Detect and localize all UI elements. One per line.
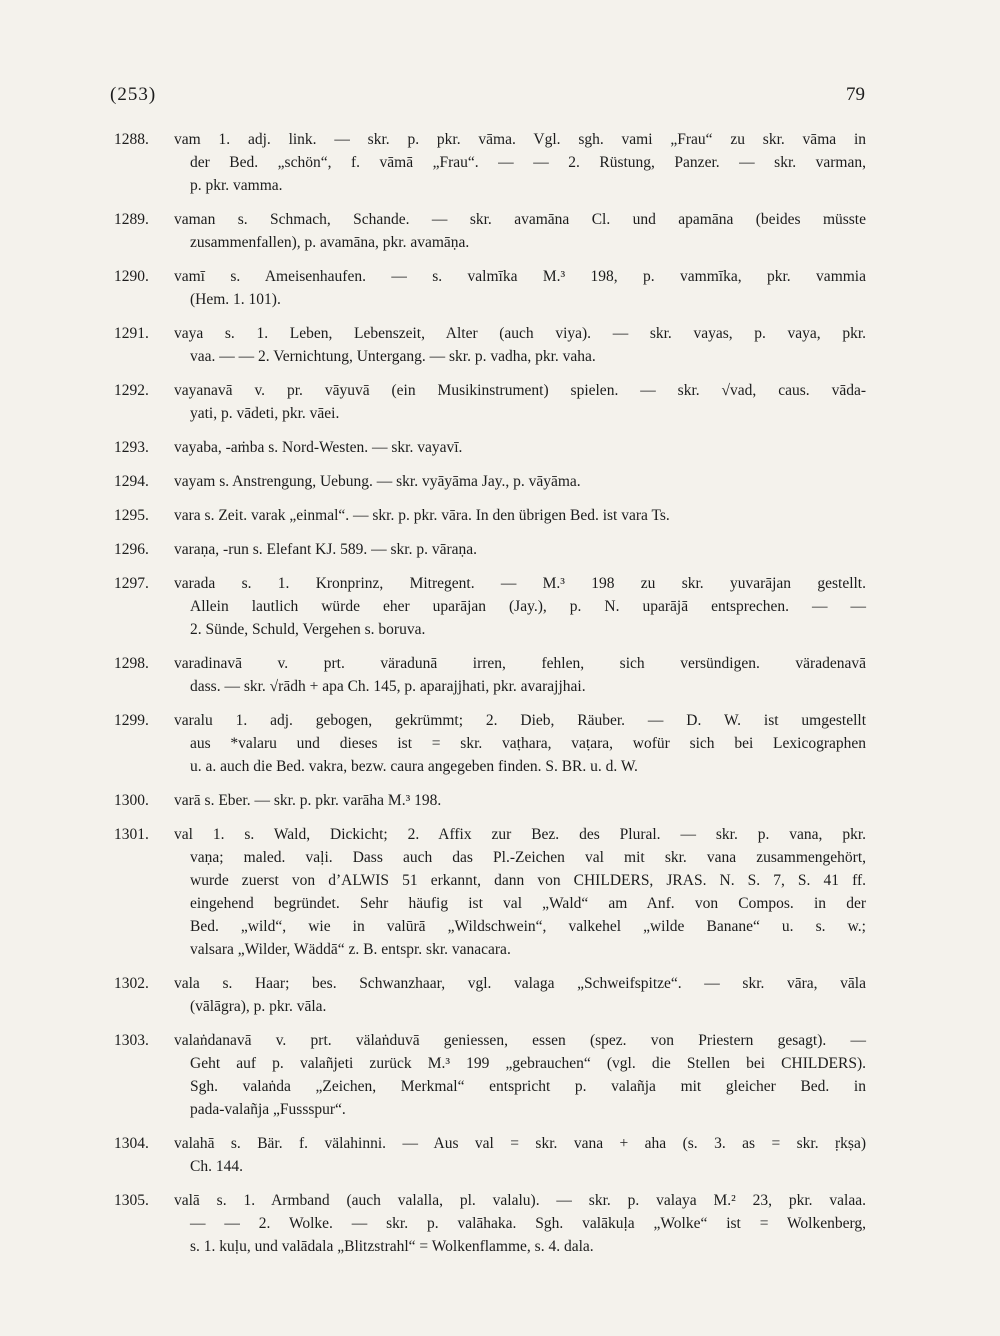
- entry-text-line: zusammenfallen), p. avamāna, pkr. avamāṇa.: [190, 234, 470, 251]
- entry-text-line: Geht auf p. valañjeti zurück M.³ 199 „gebrauchen“ (vgl. die Stellen bei CHILDERS).: [190, 1055, 866, 1072]
- entry-number: 1295.: [114, 507, 149, 524]
- entry-text-line: pada-valañja „Fussspur“.: [190, 1101, 346, 1118]
- entry-headline: valaṅdanavā v. prt. välaṅduvā geniessen, essen (spez. von Priestern gesagt). —: [174, 1032, 866, 1049]
- dictionary-entry: [0, 1132, 1000, 1178]
- entry-text-line: p. pkr. vamma.: [190, 177, 283, 194]
- entry-number: 1305.: [114, 1192, 149, 1209]
- entry-number: 1293.: [114, 439, 149, 456]
- entry-headline: vara s. Zeit. varak „einmal“. — skr. p. pkr. vāra. In den übrigen Bed. ist vara Ts.: [174, 507, 670, 524]
- dictionary-entry: [0, 436, 1000, 459]
- dictionary-entry: [0, 265, 1000, 311]
- entry-text-line: wurde zuerst von d’ALWIS 51 erkannt, dann von CHILDERS, JRAS. N. S. 7, S. 41 ff.: [190, 872, 866, 889]
- entry-headline: vayanavā v. pr. vāyuvā (ein Musikinstrument) spielen. — skr. √vad, caus. vāda-: [174, 382, 866, 399]
- entry-text-line: dass. — skr. √rādh + apa Ch. 145, p. aparajjhati, pkr. avarajjhai.: [190, 678, 586, 695]
- entry-headline: val 1. s. Wald, Dickicht; 2. Affix zur Bez. des Plural. — skr. p. vana, pkr.: [174, 826, 866, 843]
- entry-number: 1290.: [114, 268, 149, 285]
- entry-text-line: Bed. „wild“, wie in valūrā „Wildschwein“, valkehel „wilde Banane“ u. s. w.;: [190, 918, 866, 935]
- entry-number: 1301.: [114, 826, 149, 843]
- entry-text-line: Ch. 144.: [190, 1158, 243, 1175]
- dictionary-entry: [0, 1189, 1000, 1258]
- entry-headline: varā s. Eber. — skr. p. pkr. varāha M.³ 198.: [174, 792, 442, 809]
- section-number: (253): [110, 84, 157, 105]
- dictionary-entry: [0, 572, 1000, 641]
- dictionary-entry: [0, 322, 1000, 368]
- dictionary-entry: [0, 652, 1000, 698]
- entry-text-line: vaa. — — 2. Vernichtung, Untergang. — skr. p. vadha, pkr. vaha.: [190, 348, 596, 365]
- entry-text-line: vaṇa; maled. vaḷi. Dass auch das Pl.-Zeichen val mit skr. vana zusammengehört,: [190, 849, 866, 866]
- entry-text-line: 2. Sünde, Schuld, Vergehen s. boruva.: [190, 621, 426, 638]
- entry-headline: varadinavā v. prt. väradunā irren, fehlen, sich versündigen. väradenavā: [174, 655, 866, 672]
- entry-text-line: Sgh. valaṅda „Zeichen, Merkmal“ entspricht p. valañja mit gleicher Bed. in: [190, 1078, 866, 1095]
- entry-text-line: u. a. auch die Bed. vakra, bezw. caura angegeben finden. S. BR. u. d. W.: [190, 758, 638, 775]
- entry-headline: varalu 1. adj. gebogen, gekrümmt; 2. Dieb, Räuber. — D. W. ist umgestellt: [174, 712, 866, 729]
- dictionary-entry: [0, 709, 1000, 778]
- entry-text-line: Allein lautlich würde eher uparājan (Jay.), p. N. uparājā entsprechen. — —: [190, 598, 866, 615]
- entry-text-line: valsara „Wilder, Wäddā“ z. B. entspr. skr. vanacara.: [190, 941, 511, 958]
- entry-text-line: eingehend begründet. Sehr häufig ist val „Wald“ am Anf. von Compos. in der: [190, 895, 866, 912]
- entry-text-line: (vālāgra), p. pkr. vāla.: [190, 998, 327, 1015]
- entry-headline: valā s. 1. Armband (auch valalla, pl. valalu). — skr. p. valaya M.² 23, pkr. valaa.: [174, 1192, 866, 1209]
- entry-text-line: (Hem. 1. 101).: [190, 291, 281, 308]
- dictionary-entry: [0, 823, 1000, 961]
- entry-text-line: yati, p. vādeti, pkr. vāei.: [190, 405, 340, 422]
- entry-number: 1298.: [114, 655, 149, 672]
- dictionary-entry: [0, 789, 1000, 812]
- dictionary-entry: [0, 379, 1000, 425]
- dictionary-entry: [0, 128, 1000, 197]
- entry-text-line: der Bed. „schön“, f. vāmā „Frau“. — — 2. Rüstung, Panzer. — skr. varman,: [190, 154, 866, 171]
- dictionary-entry: [0, 504, 1000, 527]
- entry-number: 1297.: [114, 575, 149, 592]
- entry-headline: vaya s. 1. Leben, Lebenszeit, Alter (auch viya). — skr. vayas, p. vaya, pkr.: [174, 325, 866, 342]
- page-header: [110, 84, 865, 114]
- entry-headline: vala s. Haar; bes. Schwanzhaar, vgl. valaga „Schweifspitze“. — skr. vāra, vāla: [174, 975, 866, 992]
- dictionary-entry: [0, 208, 1000, 254]
- entry-headline: vamī s. Ameisenhaufen. — s. valmīka M.³ 198, p. vammīka, pkr. vammia: [174, 268, 866, 285]
- entry-number: 1302.: [114, 975, 149, 992]
- page-number: 79: [846, 84, 865, 105]
- entry-number: 1288.: [114, 131, 149, 148]
- entry-number: 1304.: [114, 1135, 149, 1152]
- dictionary-entry: [0, 470, 1000, 493]
- entry-text-line: aus *valaru und dieses ist = skr. vaṭhara, vaṭara, wofür sich bei Lexicographen: [190, 735, 866, 752]
- entry-text-line: — — 2. Wolke. — skr. p. valāhaka. Sgh. valākuḷa „Wolke“ ist = Wolkenberg,: [190, 1215, 866, 1232]
- entry-number: 1289.: [114, 211, 149, 228]
- entry-headline: vaman s. Schmach, Schande. — skr. avamāna Cl. und apamāna (beides müsste: [174, 211, 866, 228]
- dictionary-entry: [0, 972, 1000, 1018]
- entry-number: 1303.: [114, 1032, 149, 1049]
- entry-headline: vayaba, -aṁba s. Nord-Westen. — skr. vayavī.: [174, 439, 463, 456]
- entry-text-line: s. 1. kuḷu, und valādala „Blitzstrahl“ = Wolkenflamme, s. 4. dala.: [190, 1238, 594, 1255]
- entry-number: 1291.: [114, 325, 149, 342]
- entry-number: 1300.: [114, 792, 149, 809]
- entry-number: 1299.: [114, 712, 149, 729]
- entry-headline: valahā s. Bär. f. välahinni. — Aus val = skr. vana + aha (s. 3. as = skr. ṛkṣa): [174, 1135, 866, 1152]
- entry-number: 1296.: [114, 541, 149, 558]
- entry-number: 1292.: [114, 382, 149, 399]
- entry-headline: varaṇa, -run s. Elefant KJ. 589. — skr. p. vāraṇa.: [174, 541, 478, 558]
- dictionary-entry: [0, 1029, 1000, 1121]
- entry-number: 1294.: [114, 473, 149, 490]
- entry-list: [0, 128, 1000, 1269]
- entry-headline: vam 1. adj. link. — skr. p. pkr. vāma. Vgl. sgh. vami „Frau“ zu skr. vāma in: [174, 131, 866, 148]
- entry-headline: varada s. 1. Kronprinz, Mitregent. — M.³ 198 zu skr. yuvarājan gestellt.: [174, 575, 866, 592]
- entry-headline: vayam s. Anstrengung, Uebung. — skr. vyāyāma Jay., p. vāyāma.: [174, 473, 581, 490]
- dictionary-entry: [0, 538, 1000, 561]
